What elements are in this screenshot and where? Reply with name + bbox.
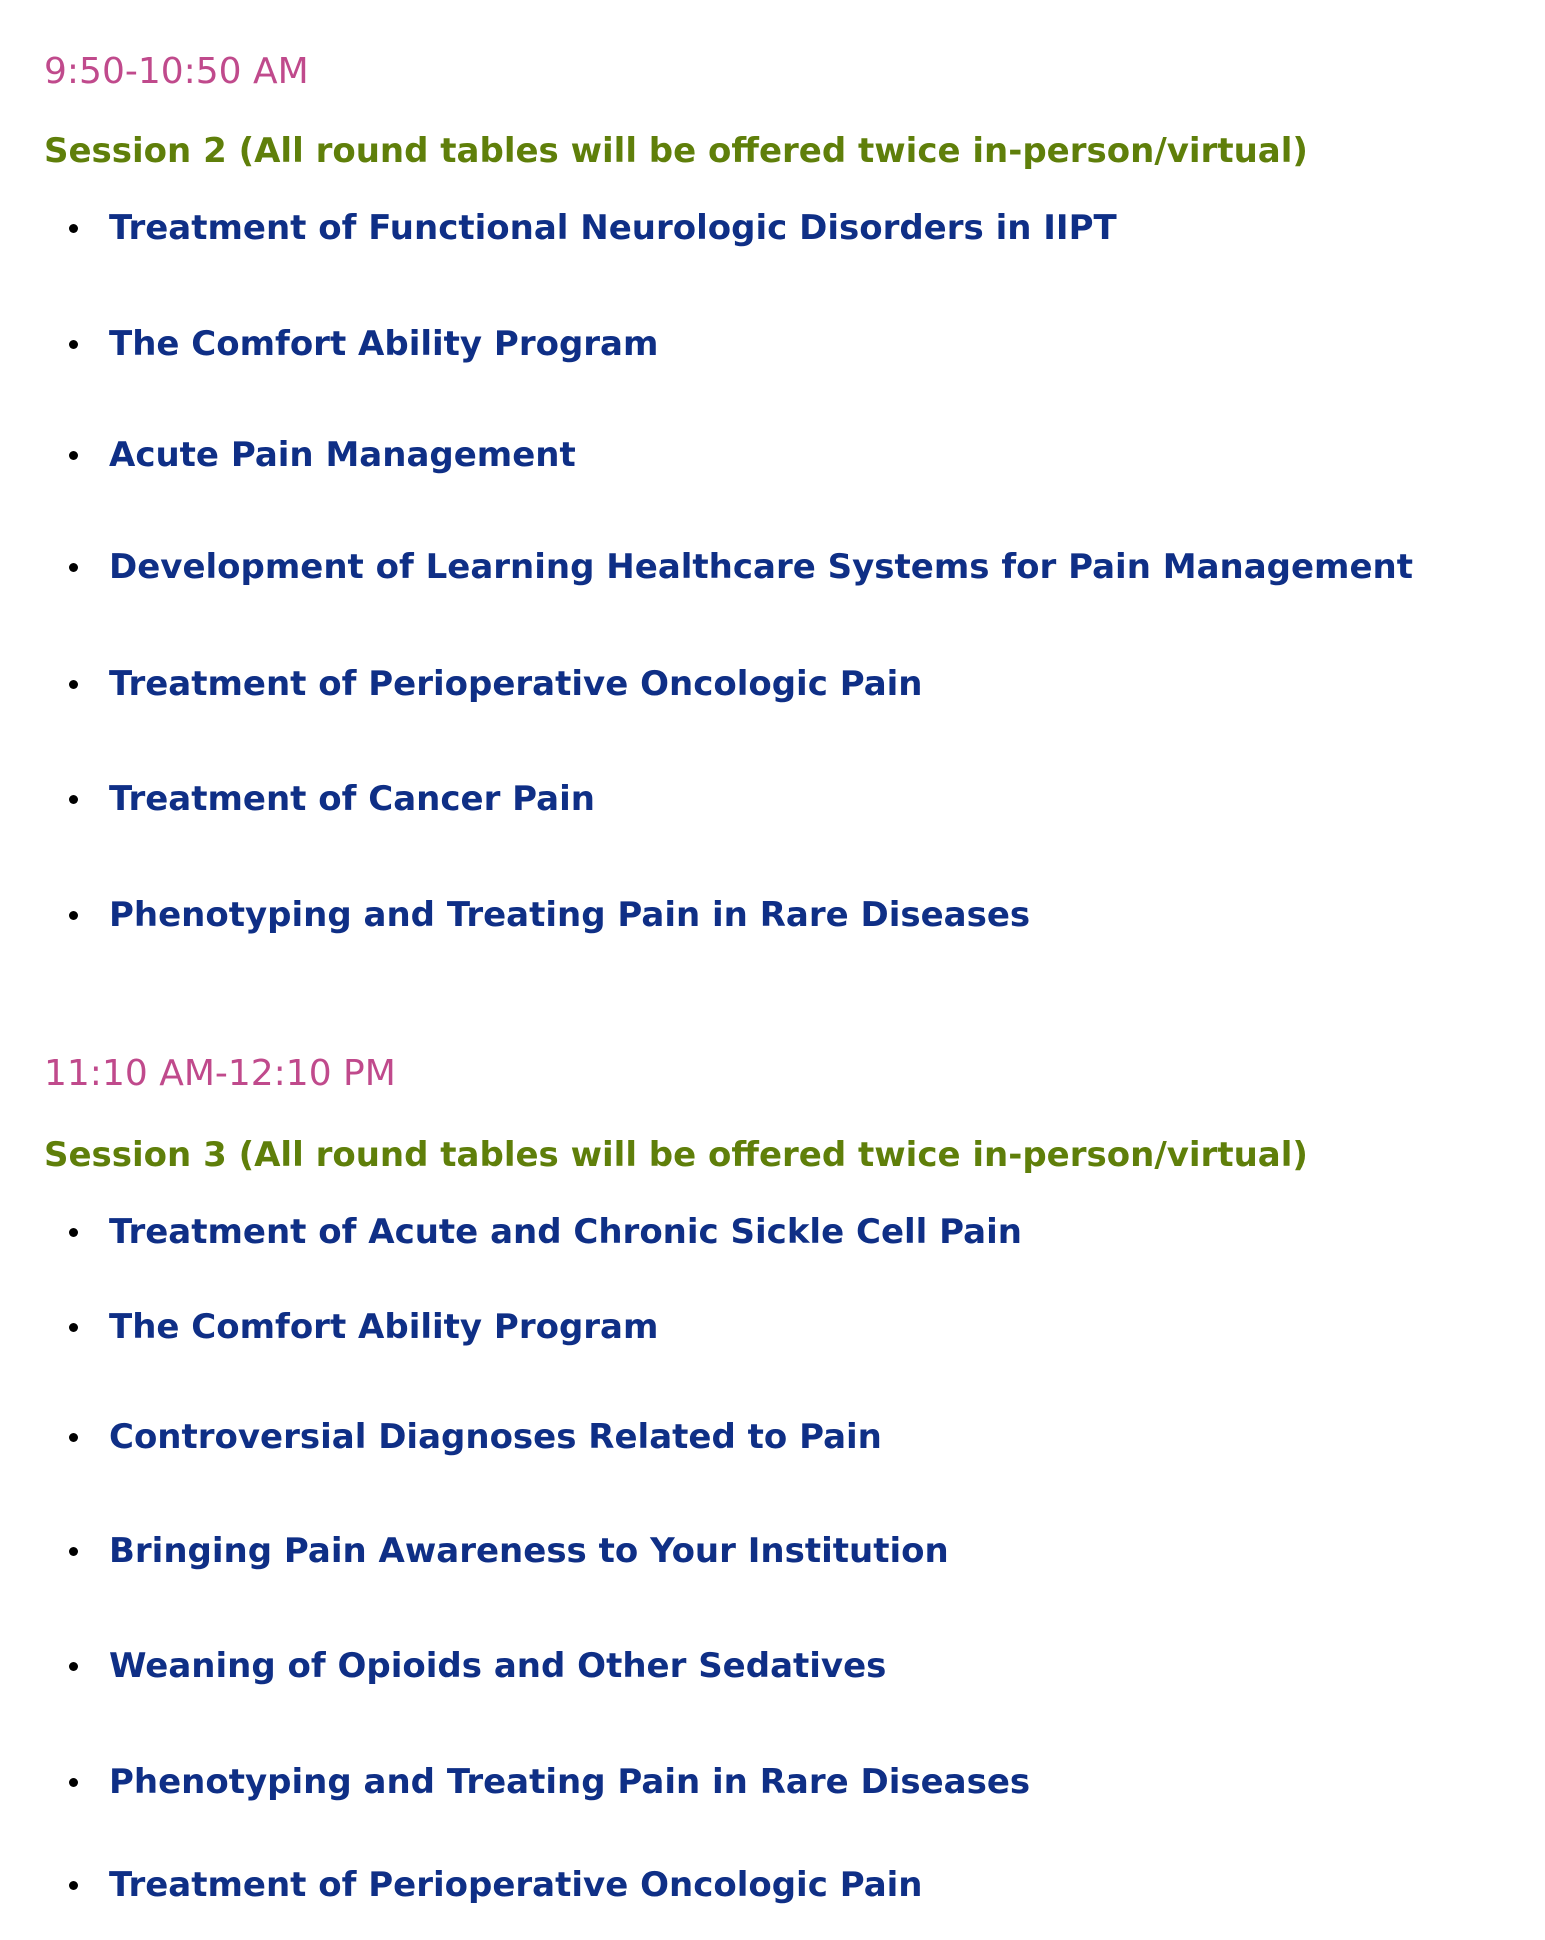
topic-label: Acute Pain Management	[109, 435, 576, 475]
topic-label: Treatment of Perioperative Oncologic Pain	[109, 1865, 923, 1905]
list-item	[44, 322, 658, 366]
bullet-icon	[69, 224, 78, 233]
bullet-icon	[69, 911, 78, 920]
list-item	[44, 1529, 949, 1573]
list-item	[44, 1863, 923, 1907]
bullet-icon	[69, 1323, 78, 1332]
session-time: 11:10 AM-12:10 PM	[44, 1053, 396, 1094]
bullet-icon	[69, 1662, 78, 1671]
topic-label: Phenotyping and Treating Pain in Rare Diseases	[109, 895, 1031, 935]
topic-label: Development of Learning Healthcare Systems for Pain Management	[109, 547, 1414, 587]
topic-label: Phenotyping and Treating Pain in Rare Diseases	[109, 1762, 1031, 1802]
bullet-icon	[69, 563, 78, 572]
list-item	[44, 206, 1117, 250]
bullet-icon	[69, 1228, 78, 1237]
list-item	[44, 1210, 1022, 1254]
list-item	[44, 545, 1413, 589]
list-item	[44, 777, 595, 821]
topic-label: Treatment of Acute and Chronic Sickle Cell Pain	[109, 1212, 1022, 1252]
bullet-icon	[69, 451, 78, 460]
list-item	[44, 1644, 886, 1688]
topic-label: Treatment of Perioperative Oncologic Pain	[109, 664, 923, 704]
list-item	[44, 893, 1030, 937]
bullet-icon	[69, 340, 78, 349]
topic-label: Treatment of Functional Neurologic Disorders in IIPT	[109, 208, 1117, 248]
bullet-icon	[69, 1433, 78, 1442]
bullet-icon	[69, 1547, 78, 1556]
topic-label: Treatment of Cancer Pain	[109, 779, 595, 819]
topic-label: The Comfort Ability Program	[109, 1307, 659, 1347]
list-item	[44, 433, 576, 477]
list-item	[44, 662, 923, 706]
topic-label: Bringing Pain Awareness to Your Institution	[109, 1531, 949, 1571]
session-title: Session 3 (All round tables will be offered twice in-person/virtual)	[44, 1135, 1308, 1175]
bullet-icon	[69, 1778, 78, 1787]
bullet-icon	[69, 795, 78, 804]
topic-label: Controversial Diagnoses Related to Pain	[109, 1417, 882, 1457]
bullet-icon	[69, 1881, 78, 1890]
session-time: 9:50-10:50 AM	[44, 51, 309, 92]
bullet-icon	[69, 680, 78, 689]
list-item	[44, 1415, 882, 1459]
topic-label: Weaning of Opioids and Other Sedatives	[109, 1646, 887, 1686]
topic-label: The Comfort Ability Program	[109, 324, 659, 364]
session-title: Session 2 (All round tables will be offered twice in-person/virtual)	[44, 131, 1308, 171]
list-item	[44, 1760, 1030, 1804]
list-item	[44, 1305, 658, 1349]
